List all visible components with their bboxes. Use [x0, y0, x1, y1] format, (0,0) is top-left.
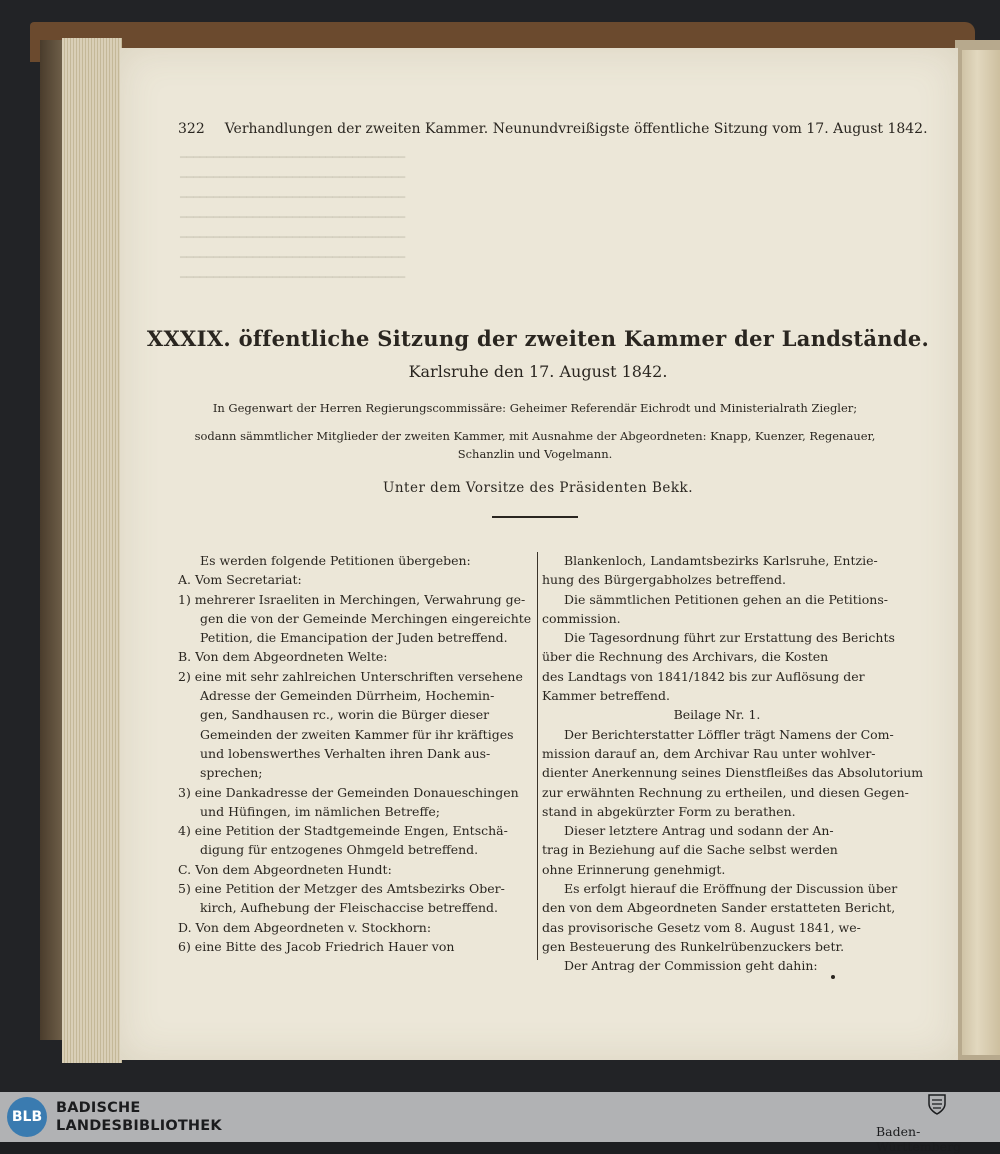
- blb-logo-icon[interactable]: BLB: [7, 1097, 47, 1137]
- text-line: hung des Bürgergabholzes betreffend.: [542, 572, 787, 588]
- text-line: Es erfolgt hierauf die Eröffnung der Discussion über: [564, 881, 898, 897]
- text-line: gen, Sandhausen rc., worin die Bürger dieser: [200, 707, 490, 723]
- text-line: digung für entzogenes Ohmgeld betreffend.: [200, 842, 479, 858]
- text-line: A. Vom Secretariat:: [178, 572, 302, 588]
- text-line: 2) eine mit sehr zahlreichen Unterschriften versehene: [178, 668, 523, 684]
- session-date: Karlsruhe den 17. August 1842.: [408, 362, 668, 381]
- members-line-1: sodann sämmtlicher Mitglieder der zweiten Kammer, mit Ausnahme der Abgeordneten: Knapp, Kuenzer, Regenauer,: [194, 429, 876, 443]
- text-line: Dieser letztere Antrag und sodann der An-: [564, 823, 834, 839]
- presence-line: In Gegenwart der Herren Regierungscommissäre: Geheimer Referendär Eichrodt und Ministerialrath Ziegler;: [212, 401, 858, 415]
- appendix-label: Beilage Nr. 1.: [673, 707, 761, 723]
- text-line: das provisorische Gesetz vom 8. August 1841, we-: [542, 919, 861, 935]
- running-head-text: Verhandlungen der zweiten Kammer. Neunundvreißigste öffentliche Sitzung vom 17. August 1842.: [224, 121, 928, 137]
- text-line: 6) eine Bitte des Jacob Friedrich Hauer von: [178, 938, 455, 954]
- text-line: 1) mehrerer Israeliten in Merchingen, Verwahrung ge-: [178, 591, 526, 607]
- text-line: Adresse der Gemeinden Dürrheim, Hochemin-: [200, 688, 495, 704]
- running-head: [178, 121, 928, 137]
- text-line: Petition, die Emancipation der Juden betreffend.: [200, 630, 508, 646]
- text-line: kirch, Aufhebung der Fleischaccise betreffend.: [200, 900, 498, 916]
- text-line: D. Von dem Abgeordneten v. Stockhorn:: [178, 919, 432, 935]
- ink-speck: [831, 975, 835, 979]
- text-line: Der Antrag der Commission geht dahin:: [564, 958, 818, 974]
- text-line: Blankenloch, Landamtsbezirks Karlsruhe, Entzie-: [564, 553, 878, 568]
- left-column: [178, 551, 533, 956]
- right-column: [542, 551, 924, 976]
- text-line: C. Von dem Abgeordneten Hundt:: [178, 861, 392, 877]
- text-line: stand in abgekürzter Form zu berathen.: [542, 803, 796, 819]
- text-line: zur erwähnten Rechnung zu ertheilen, und diesen Gegen-: [542, 784, 909, 800]
- text-line: trag in Beziehung auf die Sache selbst werden: [542, 842, 838, 858]
- members-line-2: Schanzlin und Vogelmann.: [457, 447, 613, 461]
- viewer-footer-bar: [0, 1092, 1000, 1142]
- members-note: [178, 427, 892, 463]
- column-divider: [537, 552, 538, 960]
- text-line: 4) eine Petition der Stadtgemeinde Engen, Entschä-: [178, 823, 508, 839]
- library-name-line2: LANDESBIBLIOTHEK: [56, 1118, 222, 1134]
- chair-line: Unter dem Vorsitze des Präsidenten Bekk.: [382, 480, 694, 496]
- text-line: den von dem Abgeordneten Sander erstatteten Bericht,: [542, 900, 896, 916]
- library-name-line1: BADISCHE: [56, 1100, 141, 1116]
- state-crest-icon: [927, 1093, 947, 1115]
- text-line: und lobenswerthes Verhalten ihren Dank aus-: [200, 745, 491, 761]
- text-line: gen die von der Gemeinde Merchingen eingereichte: [200, 610, 532, 626]
- session-title: XXXIX. öffentliche Sitzung der zweiten Kammer der Landstände.: [146, 326, 930, 351]
- page-number: 322: [178, 121, 205, 137]
- text-line: 5) eine Petition der Metzger des Amtsbezirks Ober-: [178, 881, 505, 897]
- text-line: ohne Erinnerung genehmigt.: [542, 861, 726, 877]
- text-line: commission.: [542, 610, 621, 626]
- text-line: des Landtags von 1841/1842 bis zur Auflösung der: [542, 668, 865, 684]
- text-line: Die Tagesordnung führt zur Erstattung des Berichts: [564, 630, 895, 646]
- text-line: mission darauf an, dem Archivar Rau unter wohlver-: [542, 745, 876, 761]
- text-line: und Hüfingen, im nämlichen Betreffe;: [200, 803, 440, 819]
- show-through-text: ━━━━━━━━━━━━━━━━━━━━━━━━━━━━━━━━━━ ━━━━━━━━━━━━━━━━━━━━━━━━━━━━━━━━━━ ━━━━━━━━━━━━━━━━━━━━━━━━━━━━━━━━━━ ━━━━━━━━━━━━━━━━━━━━━━━━━━━━━━━━━━ ━━━━━━━━━━━━━━━━━━━━━━━━━━━━━━━━━━ ━━━━━━━━━━━━━━━━━━━━━━━━━━━━━━━━━━ ━━━━━━━━━━━━━━━━━━━━━━━━━━━━━━━━━━: [180, 151, 406, 284]
- text-line: Die sämmtlichen Petitionen gehen an die Petitions-: [564, 591, 888, 607]
- text-line: Es werden folgende Petitionen übergeben:: [200, 553, 471, 568]
- text-line: dienter Anerkennung seines Dienstfleißes das Absolutorium: [542, 765, 924, 781]
- text-line: Kammer betreffend.: [542, 688, 670, 704]
- section-rule: [492, 516, 578, 518]
- text-line: sprechen;: [200, 765, 263, 781]
- text-line: über die Rechnung des Archivars, die Kosten: [542, 649, 829, 665]
- text-line: B. Von dem Abgeordneten Welte:: [178, 649, 388, 665]
- text-line: 3) eine Dankadresse der Gemeinden Donaueschingen: [178, 784, 519, 800]
- text-line: Der Berichterstatter Löffler trägt Namens der Com-: [564, 726, 894, 742]
- page-stack-edge: [62, 38, 122, 1063]
- state-label: Baden-Württemberg: [876, 1124, 962, 1154]
- text-line: Gemeinden der zweiten Kammer für ihr kräftiges: [200, 726, 514, 742]
- text-line: gen Besteuerung des Runkelrübenzuckers betr.: [542, 938, 845, 954]
- next-page-edge: [962, 50, 1000, 1055]
